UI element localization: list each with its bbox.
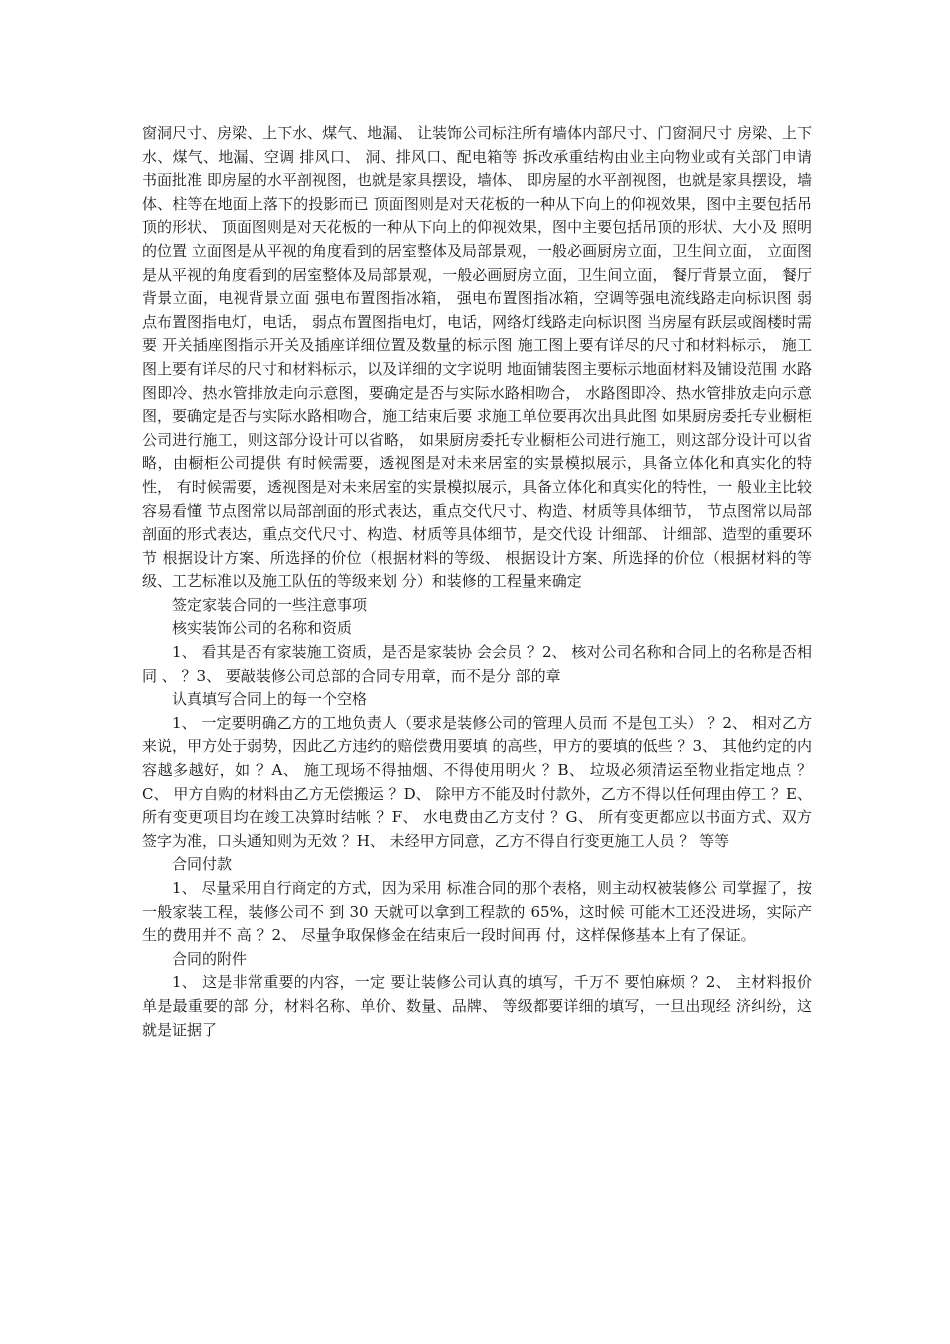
section-heading-attachments: 合同的附件 — [172, 949, 248, 968]
section-heading-fill-blanks: 认真填写合同上的每一个空格 — [172, 690, 368, 709]
section-body-fill-blanks: 1、 一定要明确乙方的工地负责人（要求是装修公司的管理人员而 不是包工头） ？2、 相对乙方来说，甲方处于弱势，因此乙方违约的赔偿费用要填 的高些，甲方的要填的低些 ？3、 其他约定的内容越多越好，如 ？A、 施工现场不得抽烟、不得使用明火 ？B、 垃圾必须清运至物业指定地点 ？C、 甲方自购的材料由乙方无偿搬运 ？D、 除甲方不能及时付款外，乙方不得以任何理由停工 ？E、 所有变更项目均在竣工决算时结帐 ？F、 水电费由乙方支付 ？G、 所有变更都应以书面方式、双方签字为准，口头通知则为无效 ？H、 未经甲方同意，乙方不得自行变更施工人员 ？ 等等 — [142, 713, 812, 850]
section-body-qualification: 1、 看其是否有家装施工资质，是否是家装协 会会员 ？2、 核对公司名称和合同上的名称是否相同 、 ？3、 要敲装修公司总部的合同专用章，而不是分 部的章 — [142, 643, 812, 685]
section-body-attachments: 1、 这是非常重要的内容，一定 要让装修公司认真的填写，千万不 要怕麻烦 ？2、 主材料报价单是最重要的部 分，材料名称、单价、数量、品牌、 等级都要详细的填写，一旦出现经 济纠纷，这就是证据了 — [142, 973, 812, 1039]
section-heading-payment: 合同付款 — [172, 855, 233, 874]
intro-paragraph: 窗洞尺寸、房梁、上下水、煤气、地漏、 让装饰公司标注所有墙体内部尺寸、门窗洞尺寸 房梁、上下水、煤气、地漏、空调 排风口、 洞、排风口、配电箱等 拆改承重结构由业主向物业或有关部门申请书面批准 即房屋的水平剖视图，也就是家具摆设，墙体、 即房屋的水平剖视图，也就是家具摆设，墙体、柱等在地面上落下的投影而已 顶面图则是对天花板的一种从下向上的仰视效果，图中主要包括吊顶的形状、 顶面图则是对天花板的一种从下向上的仰视效果，图中主要包括吊顶的形状、大小及 照明的位置 立面图是从平视的角度看到的居室整体及局部景观，一般必画厨房立面，卫生间立面， 立面图是从平视的角度看到的居室整体及局部景观，一般必画厨房立面，卫生间立面， 餐厅背景立面， 餐厅背景立面，电视背景立面 强电布置图指冰箱， 强电布置图指冰箱，空调等强电流线路走向标识图 弱点布置图指电灯，电话， 弱点布置图指电灯，电话，网络灯线路走向标识图 当房屋有跃层或阁楼时需要 开关插座图指示开关及插座详细位置及数量的标示图 施工图上要有详尽的尺寸和材料标示， 施工图上要有详尽的尺寸和材料标示，以及详细的文字说明 地面铺装图主要标示地面材料及铺设范围 水路图即冷、热水管排放走向示意图，要确定是否与实际水路相吻合， 水路图即冷、热水管排放走向示意图，要确定是否与实际水路相吻合，施工结束后要 求施工单位要再次出具此图 如果厨房委托专业橱柜公司进行施工，则这部分设计可以省略， 如果厨房委托专业橱柜公司进行施工，则这部分设计可以省略，由橱柜公司提供 有时候需要，透视图是对未来居室的实景模拟展示，具备立体化和真实化的特性， 有时候需要，透视图是对未来居室的实景模拟展示，具备立体化和真实化的特性，一 般业主比较容易看懂 节点图常以局部剖面的形式表达，重点交代尺寸、构造、材质等具体细节， 节点图常以局部剖面的形式表达，重点交代尺寸、构造、材质等具体细节，是交代设 计细部、 计细部、造型的重要环节 根据设计方案、所选择的价位（根据材料的等级、 根据设计方案、所选择的价位（根据材料的等级、工艺标准以及施工队伍的等级来划 分）和装修的工程量来确定 — [142, 124, 812, 591]
section-body-payment: 1、 尽量采用自行商定的方式，因为采用 标准合同的那个表格，则主动权被装修公 司掌握了，按一般家装工程，装修公司不 到 30 天就可以拿到工程款的 65%，这时候 可能木工还没进场，实际产生的费用并不 高 ？2、 尽量争取保修金在结束后一段时间再 付，这样保修基本上有了保证。 — [142, 879, 812, 945]
document-body — [142, 122, 812, 1042]
section-heading-qualification: 核实装饰公司的名称和资质 — [172, 619, 353, 638]
document-title: 签定家装合同的一些注意事项 — [172, 595, 368, 614]
